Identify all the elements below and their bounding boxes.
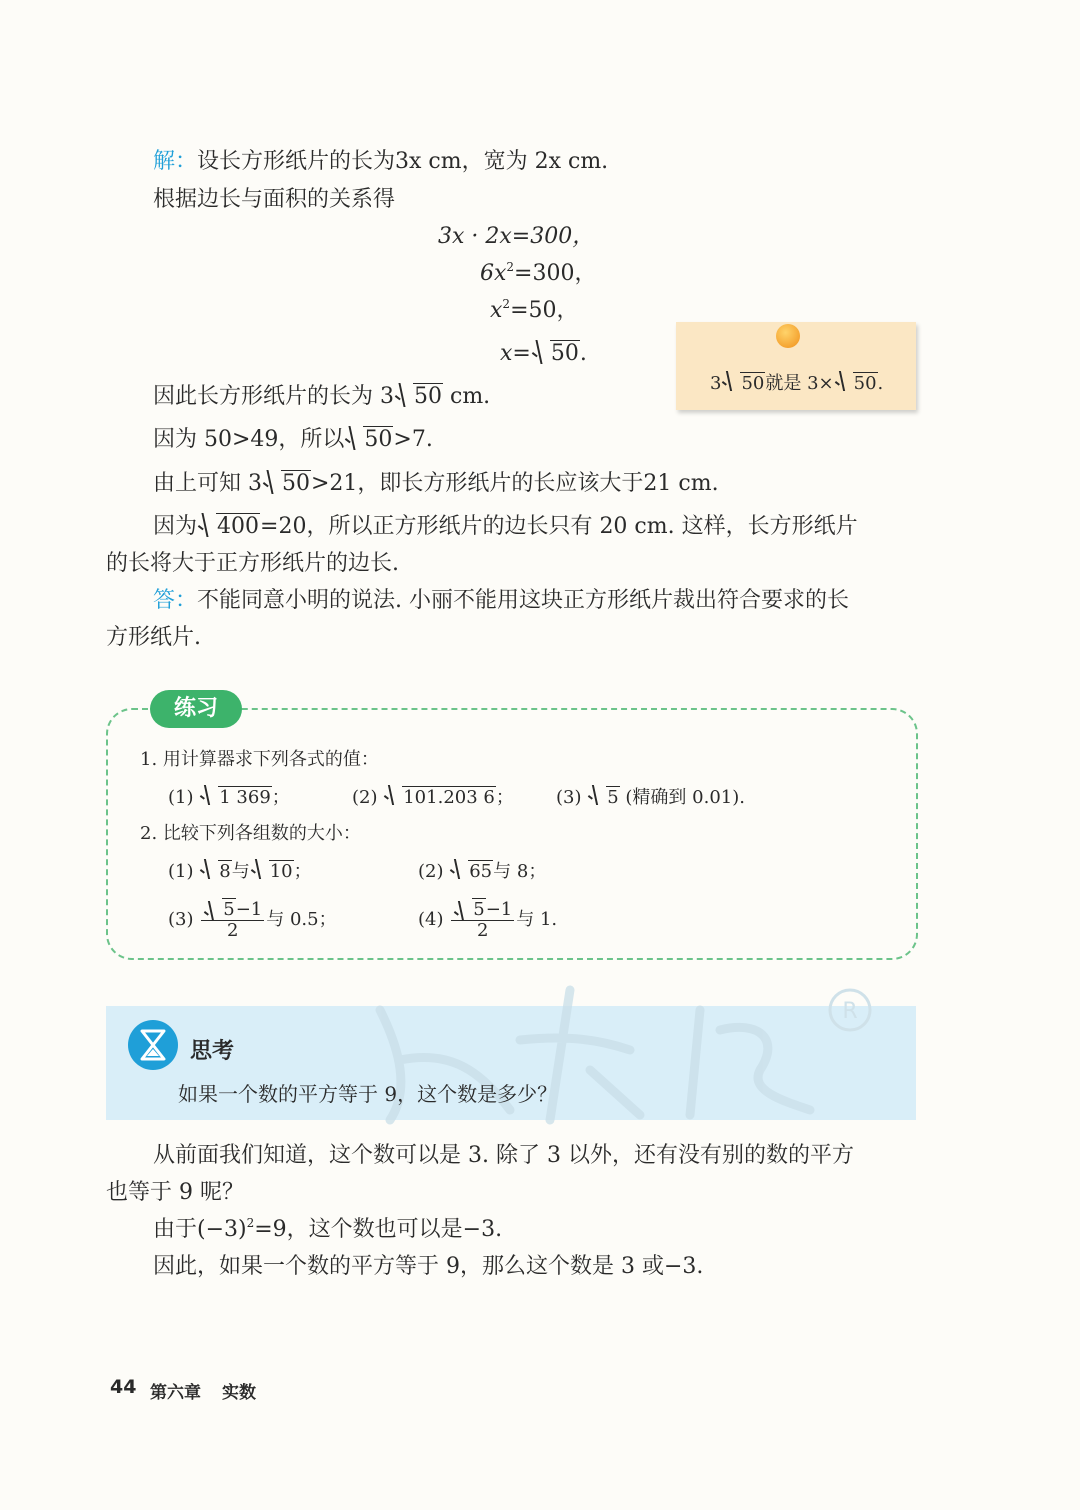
practice-q2-4: (4) $\frac{5-1}{2}$ 与 1.: [418, 898, 558, 941]
sqrt-sign: 10: [252, 858, 294, 886]
practice-q1-2: (2) 101.203 6；: [352, 784, 514, 812]
sqrt-sign: 1 369: [201, 784, 272, 812]
solution-line-1: 解：设长方形纸片的长为3x cm，宽为 2x cm.: [153, 149, 609, 174]
discussion-line-2: 也等于 9 呢？: [106, 1180, 244, 1205]
sqrt-sign: 5: [589, 784, 619, 812]
hourglass-icon: [128, 1020, 178, 1070]
conclusion-5: 的长将大于正方形纸片的边长.: [106, 551, 399, 576]
sqrt-sign: 400: [199, 511, 260, 543]
sqrt-sign: 8: [201, 858, 231, 886]
equation-3: $x^2=50$，: [490, 297, 579, 323]
think-question: 如果一个数的平方等于 9，这个数是多少？: [178, 1082, 558, 1106]
fraction: $\frac{5-1}{2}$: [201, 900, 264, 941]
fraction: $\frac{5-1}{2}$: [451, 900, 514, 941]
sqrt-sign: 50: [346, 424, 393, 456]
sqrt-sign: 5: [455, 900, 485, 920]
sqrt-sign: 101.203 6: [385, 784, 496, 812]
pushpin-icon: [776, 324, 800, 348]
practice-q1: 1. 用计算器求下列各式的值：: [140, 749, 379, 770]
solution-label: 解: [153, 149, 176, 174]
answer-line-1: 答：不能同意小明的说法. 小丽不能用这块正方形纸片裁出符合要求的长: [153, 588, 850, 613]
conclusion-3: 由上可知 3 50>21，即长方形纸片的长应该大于21 cm.: [153, 468, 719, 500]
sqrt-sign: 65: [451, 858, 493, 886]
conclusion-2: 因为 50>49，所以 50>7.: [153, 424, 433, 456]
equation-2: $6x^2=300$，: [480, 260, 597, 286]
conclusion-4: 因为 400=20，所以正方形纸片的边长只有 20 cm. 这样，长方形纸片: [153, 511, 858, 543]
practice-q1-1: (1) 1 369；: [168, 784, 290, 812]
equation-1: 3x · 2x=300，: [438, 224, 595, 249]
discussion-line-4: 因此，如果一个数的平方等于 9，那么这个数是 3 或−3.: [153, 1254, 704, 1279]
answer-label: 答: [153, 588, 176, 613]
svg-text:R: R: [842, 999, 858, 1024]
sqrt-sign: 50: [723, 370, 765, 398]
practice-q1-3: (3) 5 (精确到 0.01).: [556, 784, 745, 812]
chapter-label: 第六章: [150, 1383, 201, 1403]
solution-line-2: 根据边长与面积的关系得: [153, 187, 396, 212]
practice-q2: 2. 比较下列各组数的大小：: [140, 823, 361, 844]
page-number: 44: [110, 1376, 137, 1398]
side-note-text: 3 50就是 3× 50.: [710, 370, 883, 398]
conclusion-1: 因此长方形纸片的长为 3 50 cm.: [153, 381, 490, 413]
chapter-title: 实数: [222, 1383, 256, 1403]
practice-q2-3: (3) $\frac{5-1}{2}$ 与 0.5；: [168, 898, 337, 941]
equation-4: x= 50.: [500, 338, 587, 370]
sqrt-sign: 5: [205, 900, 235, 920]
practice-tag: 练习: [150, 690, 242, 728]
sqrt-sign: 50: [836, 370, 878, 398]
sqrt-sign: 50: [264, 468, 311, 500]
practice-q2-2: (2) 65与 8；: [418, 858, 546, 886]
sqrt-sign: 50: [396, 381, 443, 413]
answer-line-2: 方形纸片.: [106, 625, 201, 650]
sqrt-sign: 50: [533, 338, 580, 370]
think-title: 思考: [190, 1039, 235, 1064]
discussion-line-1: 从前面我们知道，这个数可以是 3. 除了 3 以外，还有没有别的数的平方: [153, 1143, 854, 1168]
discussion-line-3: 由于$(-3)^2=9$，这个数也可以是−3.: [153, 1216, 503, 1242]
practice-q2-1: (1) 8与 10；: [168, 858, 312, 886]
